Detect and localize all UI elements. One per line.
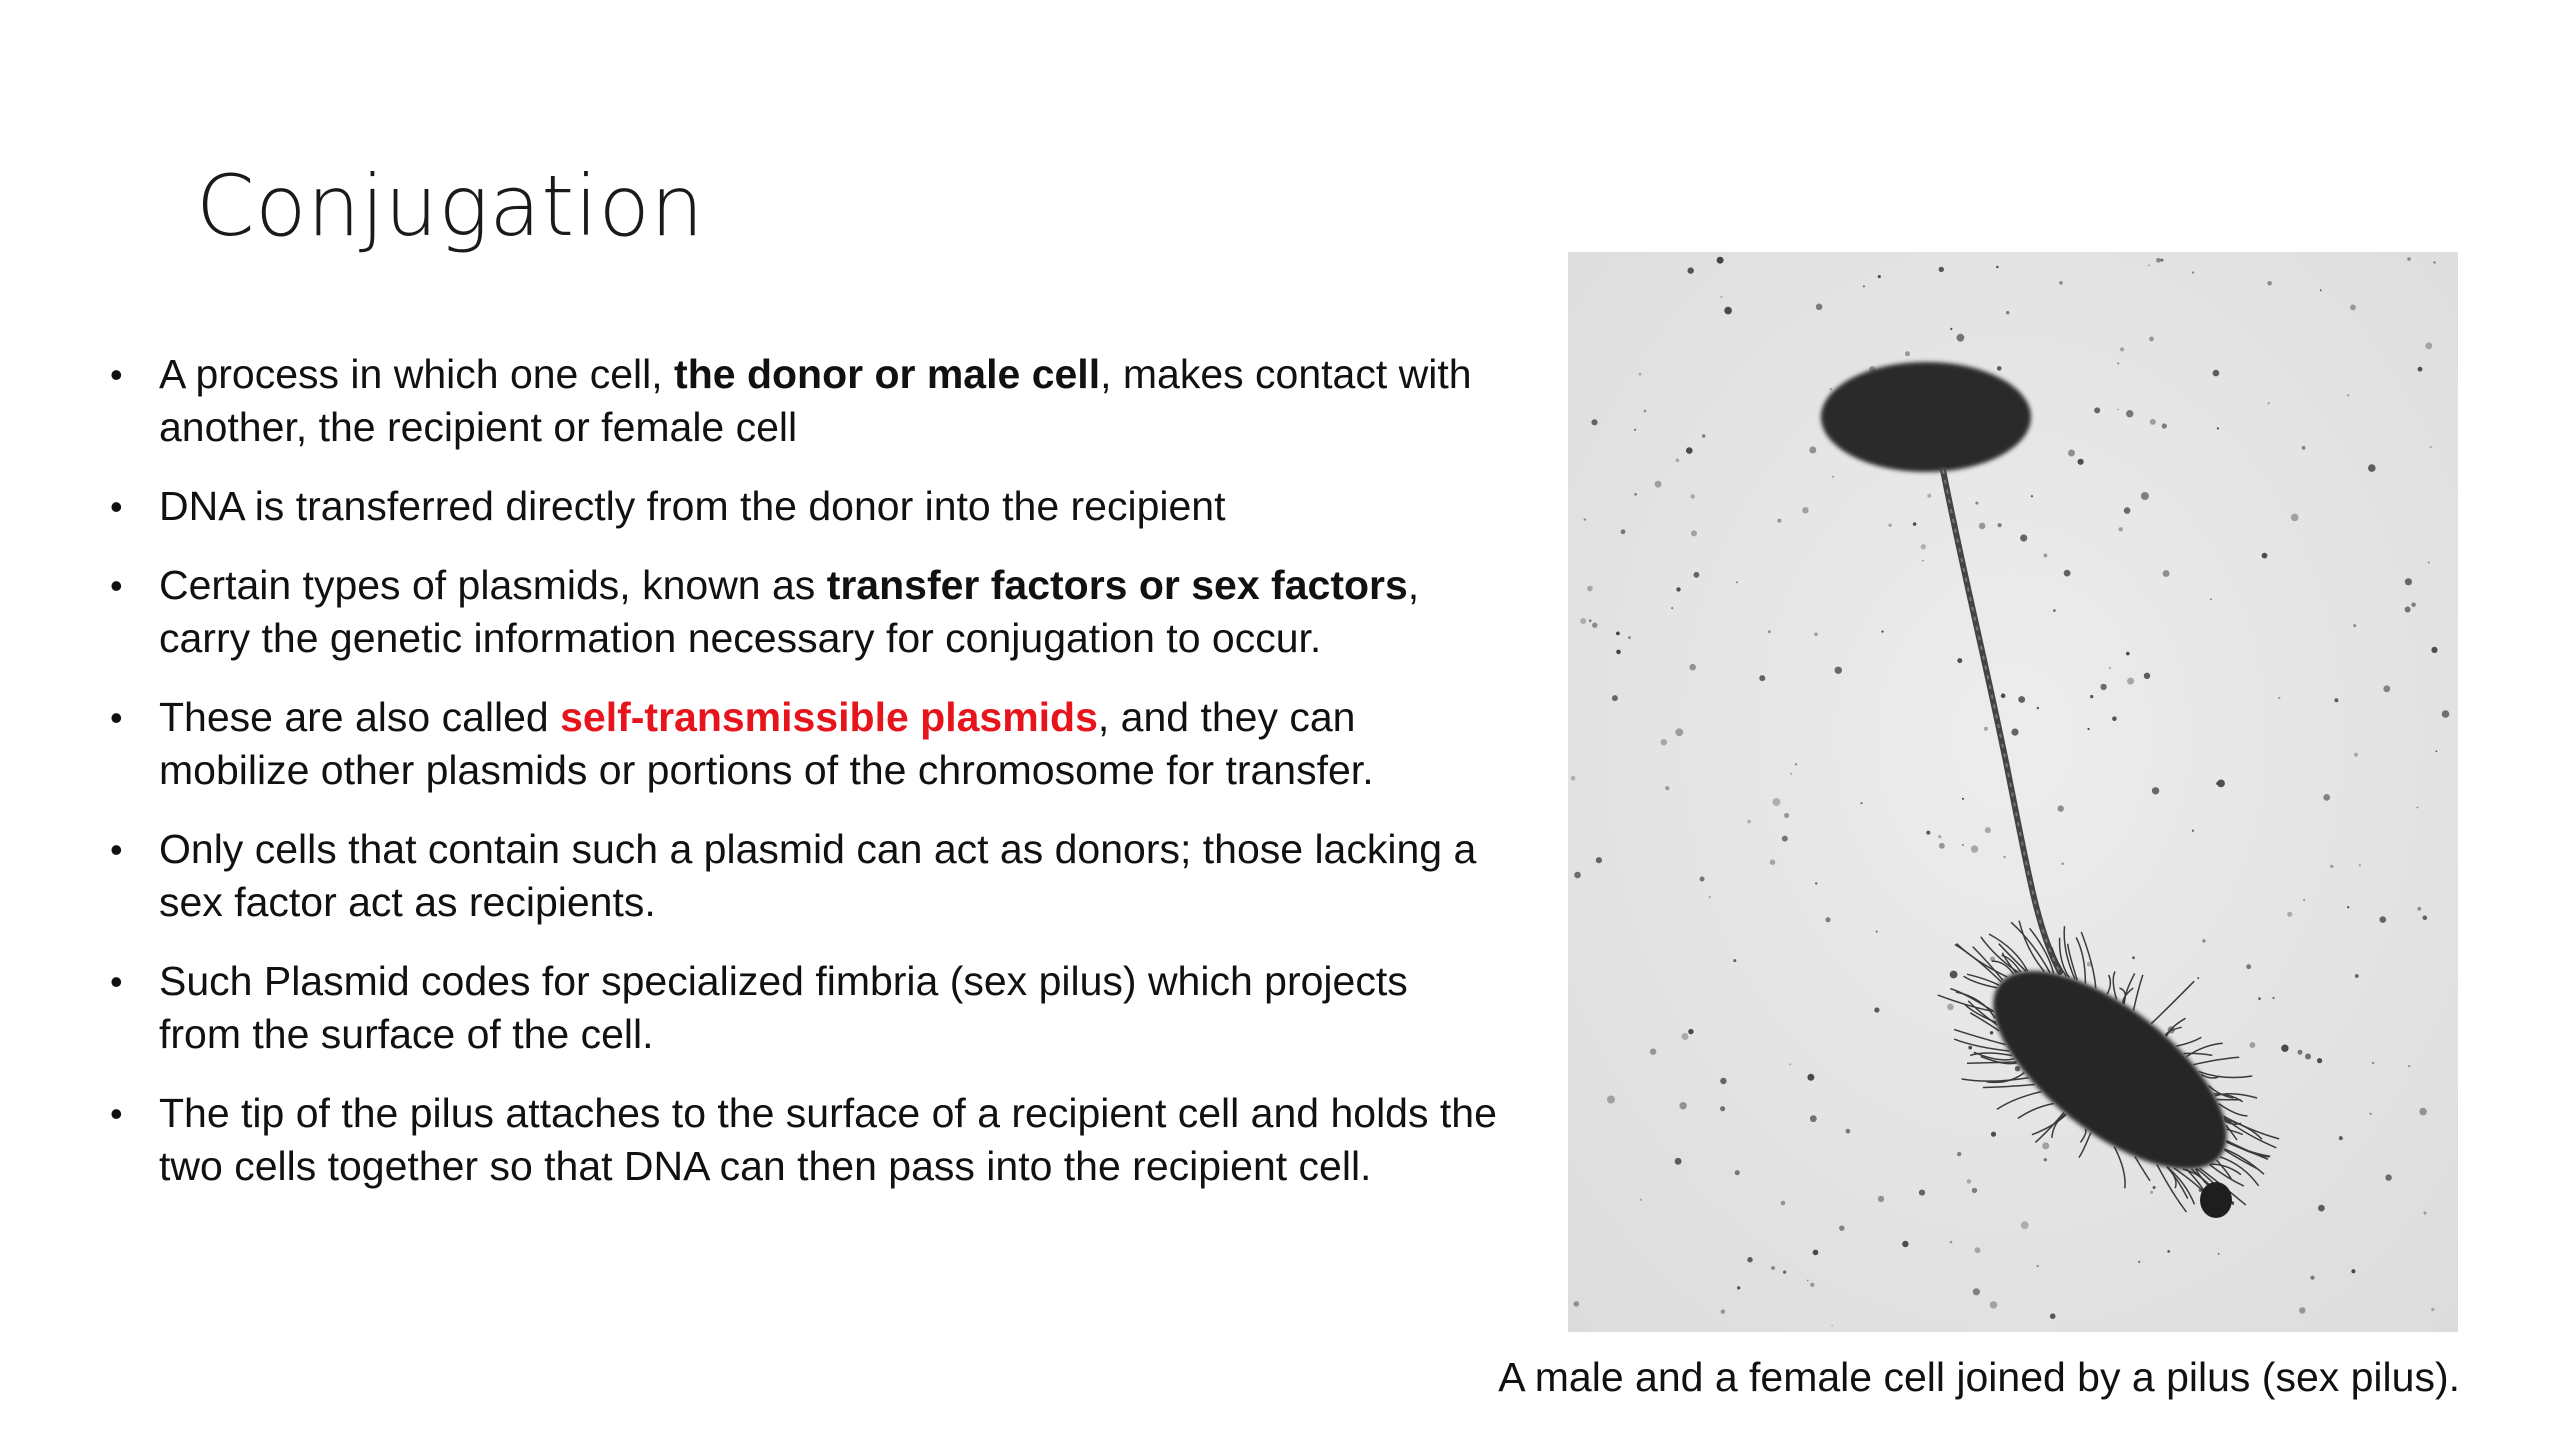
slide-title: Conjugation [196, 157, 705, 255]
bullet-glyph: • [110, 697, 123, 738]
bullet-text: , and they can mobilize other plasmids or portions of the chromosome for transfer. [159, 694, 1374, 793]
bullet-text: Such Plasmid codes for specialized fimbria (sex pilus) which projects from the surface of the cell. [159, 958, 1408, 1057]
bullet-glyph: • [110, 565, 123, 606]
bullet-text: DNA is transferred directly from the donor into the recipient [159, 483, 1226, 529]
bullet-item [100, 955, 1500, 1061]
bullet-list [100, 348, 1500, 1219]
micrograph-figure [1568, 252, 2458, 1332]
bullet-glyph: • [110, 1093, 123, 1134]
bullet-item [100, 559, 1500, 665]
highlighted-term: self-transmissible plasmids [560, 694, 1098, 740]
bullet-item [100, 823, 1500, 929]
bullet-text: A process in which one cell, [159, 351, 675, 397]
bullet-text: , carry the genetic information necessary for conjugation to occur. [159, 562, 1420, 661]
bold-term: the donor or male cell [674, 351, 1101, 397]
bullet-text: Only cells that contain such a plasmid can act as donors; those lacking a sex factor act as recipients. [159, 826, 1477, 925]
bullet-text: , makes contact with another, the recipient or female cell [159, 351, 1472, 450]
bullet-item [100, 691, 1500, 797]
bullet-glyph: • [110, 354, 123, 395]
bullet-glyph: • [110, 829, 123, 870]
bold-term: transfer factors or sex factors [826, 562, 1408, 608]
bullet-item [100, 480, 1500, 533]
figure-caption: A male and a female cell joined by a pilus (sex pilus). [1498, 1354, 2460, 1400]
bullet-glyph: • [110, 961, 123, 1002]
bullet-glyph: • [110, 486, 123, 527]
bullet-text: These are also called [159, 694, 561, 740]
bullet-text: The tip of the pilus attaches to the surface of a recipient cell and holds the two cells together so that DNA can then pass into the recipient cell. [159, 1090, 1497, 1189]
bullet-text: Certain types of plasmids, known as [159, 562, 827, 608]
conjugation-micrograph-image [1568, 252, 2458, 1332]
bullet-item [100, 348, 1500, 454]
bullet-item [100, 1087, 1500, 1193]
